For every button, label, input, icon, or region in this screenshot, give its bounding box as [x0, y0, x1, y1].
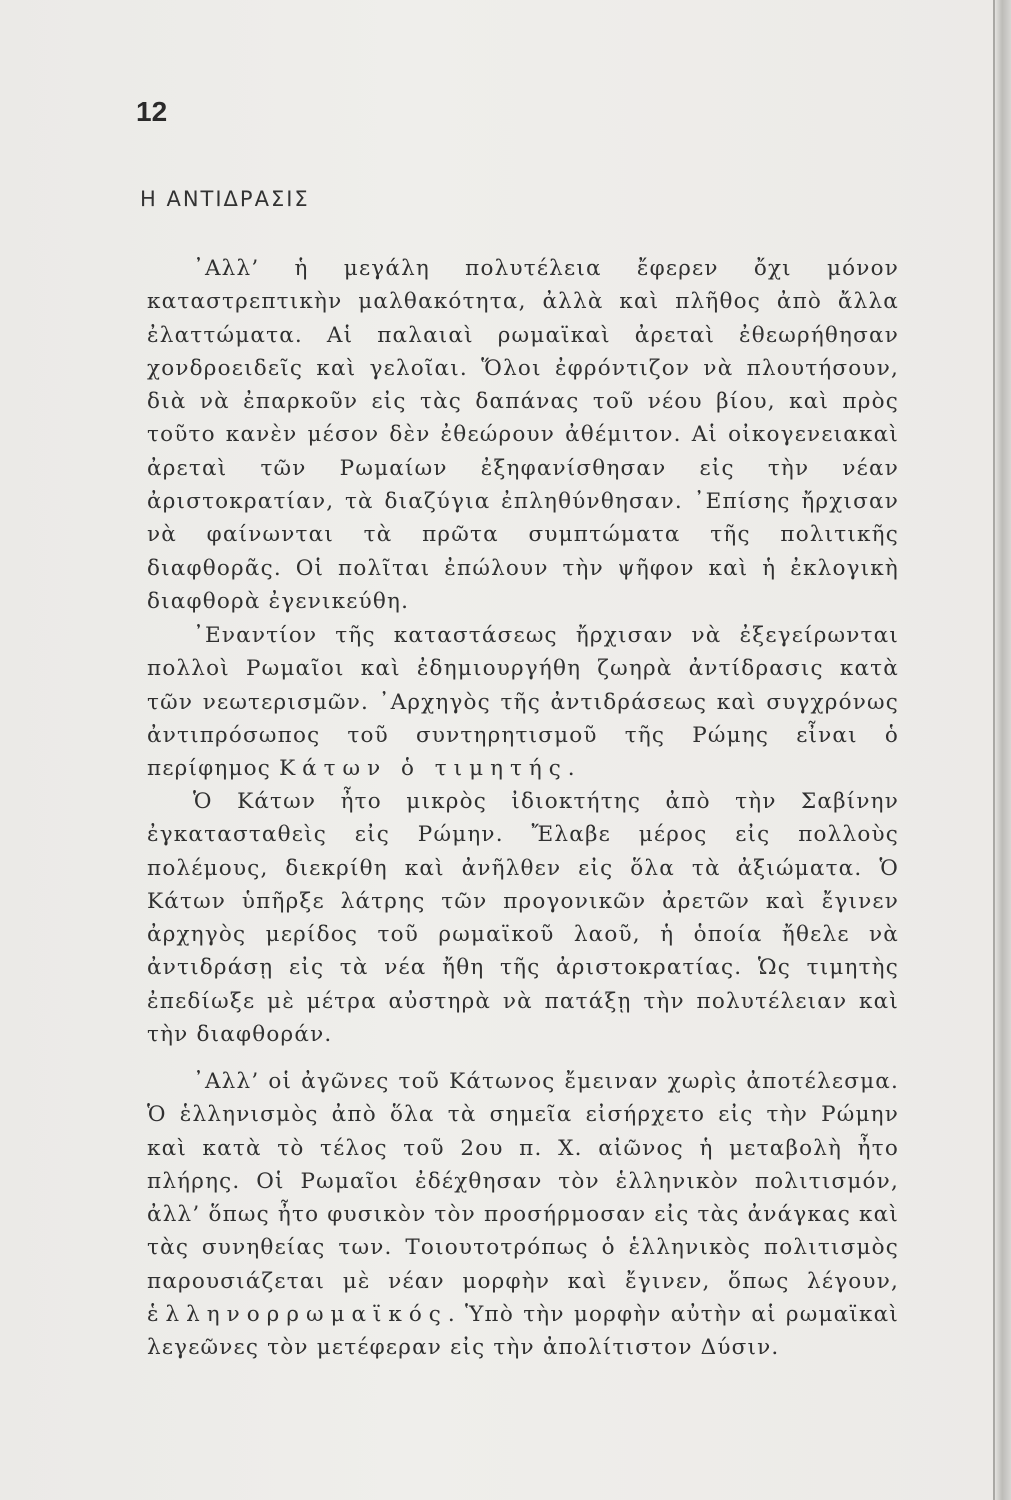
paragraph-2-text-before: ᾿Εναντίον τῆς καταστάσεως ἤρχισαν νὰ ἐξεγείρωνται πολλοὶ Ρωμαῖοι καὶ ἐδημιουργήθη ζωηρὰ ἀντίδρασις κατὰ τῶν νεωτερισμῶν. ᾿Αρχηγὸς τῆς ἀντιδράσεως καὶ συγχρόνως ἀντιπρόσωπος τοῦ συντηρητισμοῦ τῆς Ρώμης εἶναι ὁ περίφημος — [147, 623, 899, 782]
spaced-name-cato: Κάτων ὁ τιμητής — [279, 756, 568, 782]
spaced-term-greco-roman: ἑλληνορρωμαϊκός — [147, 1302, 448, 1328]
paragraph-4 — [147, 1065, 899, 1365]
paragraph-2 — [147, 619, 899, 785]
paragraph-2-text — [147, 619, 899, 785]
paragraph-4-text — [147, 1065, 899, 1365]
page-edge — [995, 0, 1011, 1500]
paragraph-1 — [147, 252, 899, 618]
paragraph-4-text-before: ᾿Αλλ’ οἱ ἀγῶνες τοῦ Κάτωνος ἔμειναν χωρὶς ἀποτέλεσμα. Ὁ ἑλληνισμὸς ἀπὸ ὅλα τὰ σημεῖα εἰσήρχετο εἰς τὴν Ρώμην καὶ κατὰ τὸ τέλος τοῦ 2ου π. Χ. αἰῶνος ἡ μεταβολὴ ἦτο πλήρης. Οἱ Ρωμαῖοι ἐδέχθησαν τὸν ἑλληνικὸν πολιτισμόν, ἀλλ’ ὅπως ἦτο φυσικὸν τὸν προσήρμοσαν εἰς τὰς ἀνάγκας καὶ τὰς συνηθείας των. Τοιουτοτρόπως ὁ ἑλληνικὸς πολιτισμὸς παρουσιάζεται μὲ νέαν μορφὴν καὶ ἔγινεν, ὅπως λέγουν, — [147, 1069, 899, 1294]
section-title: Η ΑΝΤΙΔΡΑΣΙΣ — [140, 187, 310, 211]
paragraph-2-text-after: . — [567, 756, 576, 782]
paragraph-4-text-after: . Ὑπὸ τὴν μορφὴν αὐτὴν αἱ ρωμαϊκαὶ λεγεῶνες τὸν μετέφεραν εἰς τὴν ἀπολίτιστον Δύσιν. — [147, 1302, 899, 1361]
paragraph-3 — [147, 785, 899, 1051]
paragraph-3-text: Ὁ Κάτων ἦτο μικρὸς ἰδιοκτήτης ἀπὸ τὴν Σαβίνην ἐγκατασταθεὶς εἰς Ρώμην. Ἔλαβε μέρος εἰς πολλοὺς πολέμους, διεκρίθη καὶ ἀνῆλθεν εἰς ὅλα τὰ ἀξιώματα. Ὁ Κάτων ὑπῆρξε λάτρης τῶν προγονικῶν ἀρετῶν καὶ ἔγινεν ἀρχηγὸς μερίδος τοῦ ρωμαϊκοῦ λαοῦ, ἡ ὁποία ἤθελε νὰ ἀντιδράσῃ εἰς τὰ νέα ἤθη τῆς ἀριστοκρατίας. Ὡς τιμητὴς ἐπεδίωξε μὲ μέτρα αὐστηρὰ νὰ πατάξῃ τὴν πολυτέλειαν καὶ τὴν διαφθοράν. — [147, 789, 899, 1048]
page-number: 12 — [136, 96, 168, 127]
paragraph-1-text: ᾿Αλλ’ ἡ μεγάλη πολυτέλεια ἔφερεν ὄχι μόνον καταστρεπτικὴν μαλθακότητα, ἀλλὰ καὶ πλῆθος ἀπὸ ἄλλα ἐλαττώματα. Αἱ παλαιαὶ ρωμαϊκαὶ ἀρεταὶ ἐθεωρήθησαν χονδροειδεῖς καὶ γελοῖαι. Ὅλοι ἐφρόντιζον νὰ πλουτήσουν, διὰ νὰ ἐπαρκοῦν εἰς τὰς δαπάνας τοῦ νέου βίου, καὶ πρὸς τοῦτο κανὲν μέσον δὲν ἐθεώρουν ἀθέμιτον. Αἱ οἰκογενειακαὶ ἀρεταὶ τῶν Ρωμαίων ἐξηφανίσθησαν εἰς τὴν νέαν ἀριστοκρατίαν, τὰ διαζύγια ἐπληθύνθησαν. ᾿Επίσης ἤρχισαν νὰ φαίνωνται τὰ πρῶτα συμπτώματα τῆς πολιτικῆς διαφθορᾶς. Οἱ πολῖται ἐπώλουν τὴν ψῆφον καὶ ἡ ἐκλογικὴ διαφθορὰ ἐγενικεύθη. — [147, 256, 899, 614]
